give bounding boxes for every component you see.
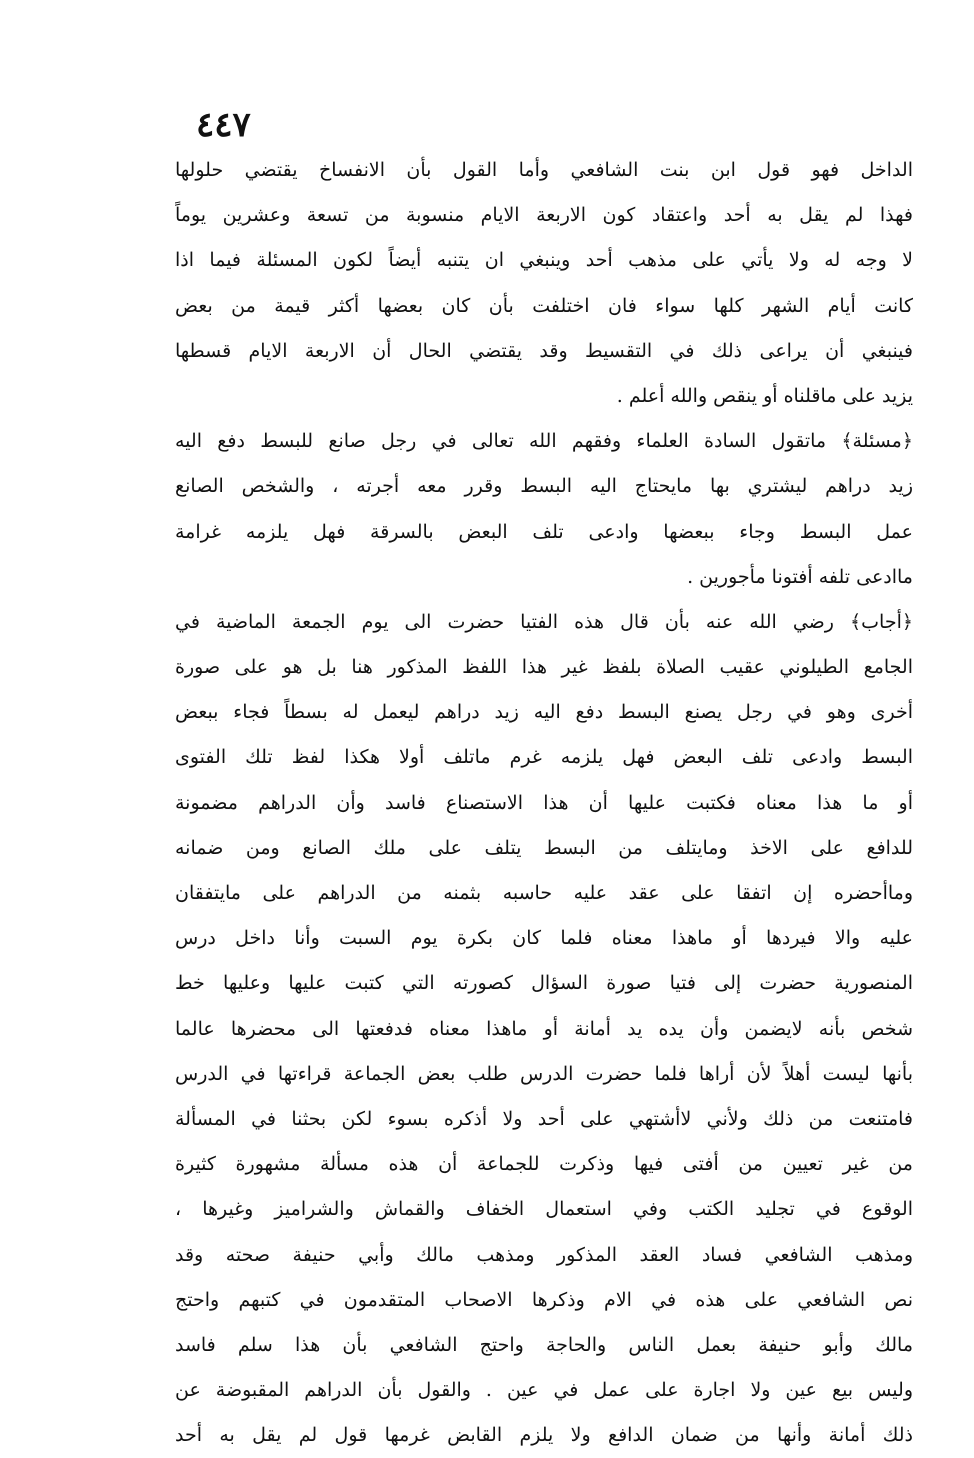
text-line: نص الشافعي على هذه في الام وذكرها الاصحاب المتقدمون في كتبهم واحتج [175, 1288, 913, 1311]
text-line: فينبغي أن يراعى ذلك في التقسيط وقد يقتضي الحال أن الاربعة الايام قسطها [175, 339, 913, 362]
text-line: عمل البسط وجاء ببعضها وادعى تلف البعض بالسرقة فهل يلزمه غرامة [175, 520, 913, 543]
text-line: فهذا لم يقل به أحد واعتقاد كون الاربعة الايام منسوبة من تسعة وعشرين يوماً [175, 204, 913, 227]
text-line: الداخل فهو قول ابن بنت الشافعي وأما القول بأن الانفساخ يقتضي حلولها [175, 159, 913, 181]
text-line: للدافع على الاخذ ومايتلف من البسط يتلف على ملك الصانع ومن ضمانه [175, 836, 913, 859]
text-line: أو ما هذا معناه فكتبت عليها أن هذا الاستصناع فاسد وأن الدراهم مضمونة [175, 791, 913, 814]
text-line: ذلك أمانة وأنها من ضمان الدافع ولا يلزم القابض غرمها قول لم يقل به أحد [175, 1424, 913, 1447]
text-line: لا وجه له ولا يأتي على مذهب أحد وينبغي ان يتنبه أيضاً لكون المسئلة فيما اذا [175, 249, 913, 272]
text-line: زيد دراهم ليشتري بها مايحتاج اليه البسط وقرر معه أجرته ، والشخص الصانع [175, 475, 913, 498]
text-line: ﴿مسئلة﴾ ماتقول السادة العلماء وفقهم الله تعالى في رجل صانع للبسط دفع اليه [175, 430, 913, 453]
text-line: الوقوع في تجليد الكتب وفي استعمال الخفاف والقماش والشراميز وغيرها ، [175, 1198, 913, 1221]
text-line: الجامع الطيلوني عقيب الصلاة بلفظ غير هذا اللفظ المذكور هنا بل هو على صورة [175, 656, 913, 679]
text-line: مالك وأبو حنيفة بعمل الناس والحاجة واحتج الشافعي بأن هذا سلم فاسد [175, 1333, 913, 1356]
text-line: البسط وادعى تلف البعض فهل يلزمه غرم ماتلف أولا هكذا لفظ تلك الفتوى [175, 746, 913, 769]
text-line: وليس بيع عين ولا اجارة على عمل في عين . والقول بأن الدراهم المقبوضة عن [175, 1379, 913, 1402]
text-line: فامتنعت من ذلك ولأني لاأشتهي على أحد ولا أذكره بسوء لكن بحثنا في المسألة [175, 1107, 913, 1130]
text-line: أخرى وهو في رجل يصنع البسط دفع اليه زيد دراهم ليعمل له بسطاً فجاء ببعض [175, 701, 913, 724]
body-text [175, 148, 913, 1458]
page-number: ٤٤٧ [196, 105, 251, 145]
text-line: المنصورية حضرت إلى فتيا صورة السؤال كصورته التي كتبت عليها وعليها خط [175, 972, 913, 995]
text-line: كانت أيام الشهر كلها سواء فان اختلفت بأن كان بعضها أكثر قيمة من بعض [175, 294, 913, 317]
text-line: ومذهب الشافعي فساد العقد المذكور ومذهب مالك وأبي حنيفة صحته وقد [175, 1243, 913, 1266]
text-line: عليه والا فيردها أو ماهذا معناه فلما كان بكرة يوم السبت وأنا داخل درس [175, 927, 913, 950]
text-line: بأنها ليست أهلاً لأن أراها فلما حضرت الدرس طلب بعض الجماعة قراءتها في الدرس [175, 1062, 913, 1085]
text-line: ماادعى تلفه أفتونا مأجورين . [687, 565, 913, 588]
text-line: وماأحضره إن اتفقا على عقد عليه حاسبه بثمنه من الدراهم على مايتفقان [175, 882, 913, 904]
text-line: شخص بأنه لايضمن وأن يده يد أمانة أو ماهذا معناه فدفعتها الى محضرها عالما [175, 1017, 913, 1040]
text-line: ﴿أجاب﴾ رضي الله عنه بأن قال هذه الفتيا حضرت الى يوم الجمعة الماضية في [175, 610, 913, 633]
text-line: يزيد على ماقلناه أو ينقص والله أعلم . [616, 384, 913, 407]
text-line: من غير تعيين من أفتى فيها وذكرت للجماعة أن هذه مسألة مشهورة كثيرة [175, 1153, 913, 1176]
